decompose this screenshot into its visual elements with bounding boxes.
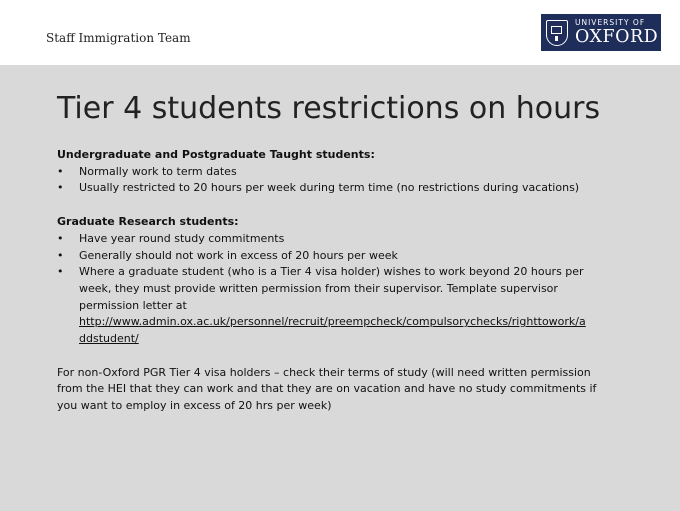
team-name: Staff Immigration Team [46, 31, 191, 45]
non-oxford-note [57, 365, 637, 415]
list-item: • Generally should not work in excess of 20 hours per week [57, 248, 637, 265]
section-heading-undergraduate: Undergraduate and Postgraduate Taught students: [57, 148, 375, 161]
logo-university-of: UNIVERSITY OF [575, 18, 646, 27]
list-item: • Have year round study commitments [57, 231, 637, 248]
logo-text [575, 19, 658, 46]
bullet-line: week, they must provide written permission from their supervisor. Template supervisor [79, 281, 558, 295]
undergraduate-list [57, 164, 637, 197]
slide-content [0, 65, 680, 511]
list-item: • Usually restricted to 20 hours per week during term time (no restrictions during vacations) [57, 180, 637, 197]
bullet-line: Where a graduate student (who is a Tier 4 visa holder) wishes to work beyond 20 hours per [79, 265, 584, 279]
slide-title: Tier 4 students restrictions on hours [57, 91, 601, 126]
list-item: • Normally work to term dates [57, 164, 637, 181]
bullet-line: permission letter at [79, 298, 187, 312]
logo-oxford: OXFORD [575, 26, 659, 47]
note-line: from the HEI that they can work and that they are on vacation and have no study commitments if [57, 382, 597, 396]
link-line: http://www.admin.ox.ac.uk/personnel/recruit/preempcheck/compulsorychecks/righttowork/a [79, 315, 586, 329]
section-heading-graduate-research: Graduate Research students: [57, 215, 239, 229]
slide-body [57, 147, 637, 415]
link-line: ddstudent/ [79, 332, 139, 346]
crest-icon [546, 20, 568, 46]
slide-header [0, 0, 680, 65]
note-line: For non-Oxford PGR Tier 4 visa holders – check their terms of study (will need written permission [57, 365, 591, 379]
supervisor-letter-link[interactable] [79, 315, 586, 345]
oxford-logo [541, 14, 661, 51]
graduate-research-list [57, 231, 637, 348]
note-line: you want to employ in excess of 20 hrs per week) [57, 399, 332, 413]
list-item-supervisor-permission [57, 264, 637, 348]
